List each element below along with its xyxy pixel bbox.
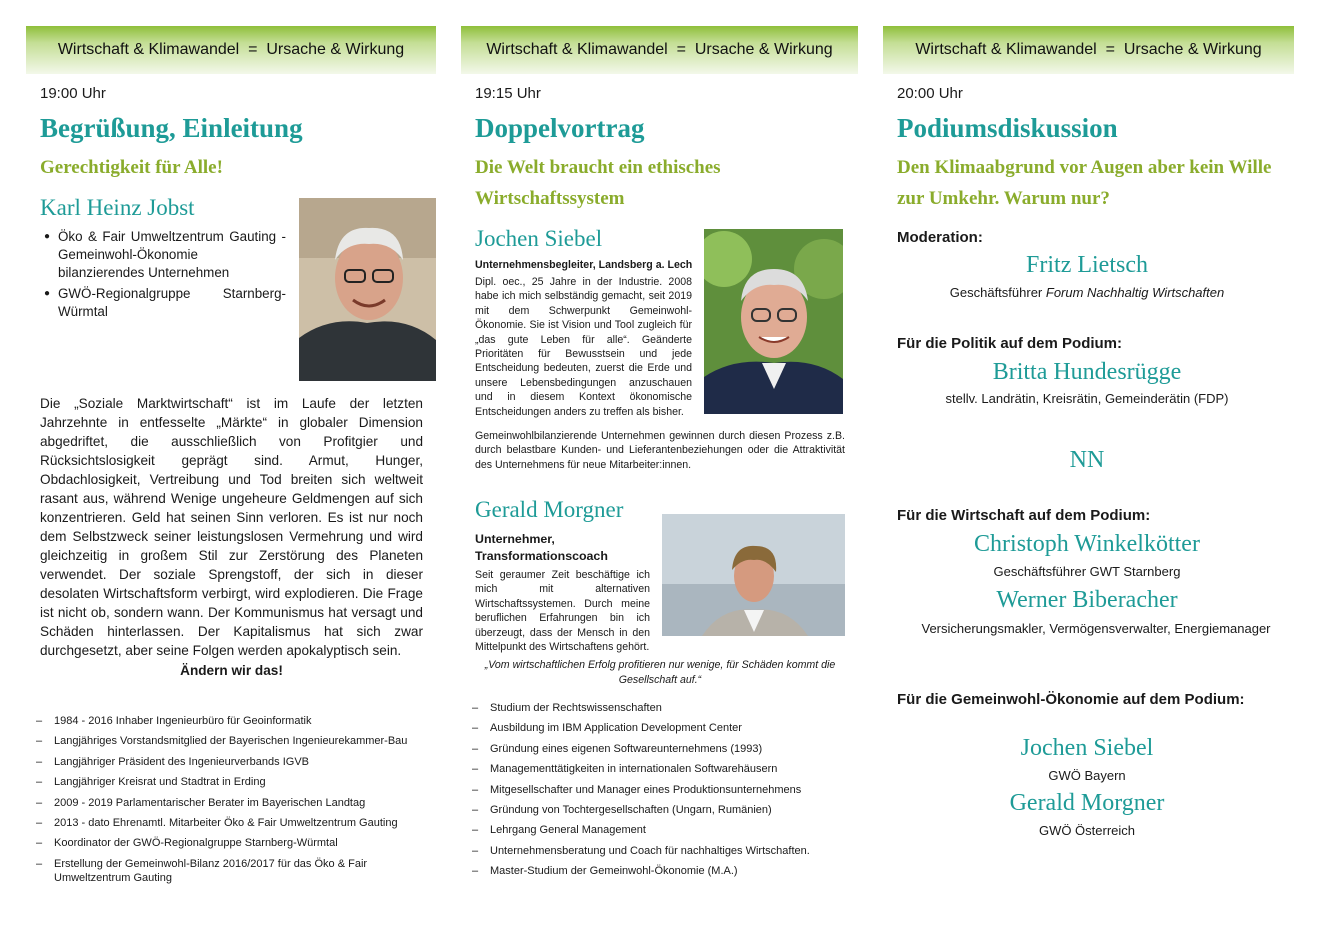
time-label: 19:00 Uhr [40,85,106,102]
cv-list [32,714,432,885]
cv-item: – Mitgesellschafter und Manager eines Produktionsunternehmens [468,783,848,803]
speaker-bio-continued: Gemeinwohlbilanzierende Unternehmen gewinnen durch diesen Prozess z.B. durch belastbare Kunden- und Lieferantenbeziehungen oder die Attraktivität des Unternehmens für neue Mitarbeiter:innen. [475,430,845,471]
cv-item: – Unternehmensberatung und Coach für nachhaltiges Wirtschaften. [468,844,848,864]
wirtschaft-role-1: Geschäftsführer GWT Starnberg [993,564,1181,579]
politik-role: stellv. Landrätin, Kreisrätin, Gemeinderätin (FDP) [945,391,1229,406]
politik-label: Für die Politik auf dem Podium: [897,335,1123,352]
cv-item: – Gründung von Tochtergesellschaften (Ungarn, Rumänien) [468,803,848,823]
speaker-name: Jochen Siebel [475,226,603,251]
section-title: Podiumsdiskussion [897,113,1118,143]
header-banner [26,26,436,74]
moderator-role-prefix: Geschäftsführer [949,285,1046,300]
speaker-affiliations [42,228,286,324]
cv-item: – Master-Studium der Gemeinwohl-Ökonomie (M.A.) [468,864,848,884]
gwoe-label: Für die Gemeinwohl-Ökonomie auf dem Podium: [897,691,1245,708]
section-subtitle: Gerechtigkeit für Alle! [40,157,223,178]
section-subtitle: Die Welt braucht ein ethisches Wirtschaftssystem [475,157,721,209]
cv-item: – Lehrgang General Management [468,823,848,843]
speaker-role: Unternehmensbegleiter, Landsberg a. Lech [475,259,693,271]
body-text: Die „Soziale Marktwirtschaft“ ist im Laufe der letzten Jahrzehnte in entfesselte „Märkte“ in globaler Dimension abgedriftet, die ausschließlich von Profitgier und Rücksichtslosigkeit geprägt sind. Armut, Hunger, Obdachlosigkeit, Vertreibung und Tod breiten sich weltweit rasant aus, während Wenige ungeheure Geldmengen auf sich konzentrieren. Geld hat seinen Sinn verloren. Es ist nur noch dem Selbstzweck seiner leistungslosen Vermehrung und wird gleichzeitig in großem Stil zur Zerstörung des Planeten verwendet. Der soziale Sprengstoff, der sich in dieser desolaten Wirtschaftsform verbirgt, wird explodieren. Die Frage ist nicht ob, sondern wann. Der Kommunismus hat versagt und Schäden hinterlassen. Der Kapitalismus hat sich zwar durchgesetzt, aber seine Folgen werden apokalyptisch sein. [40,396,423,658]
moderator-organisation: Forum Nachhaltig Wirtschaften [1045,285,1225,300]
gwoe-role-2: GWÖ Österreich [1038,823,1136,838]
closing-statement: Ändern wir das! [180,663,283,678]
speaker-photo [704,229,843,414]
wirtschaft-label: Für die Wirtschaft auf dem Podium: [897,507,1151,524]
moderator-name: Fritz Lietsch [1026,252,1148,278]
time-label: 20:00 Uhr [897,85,963,102]
banner-text: Wirtschaft & Klimawandel = Ursache & Wirkung [915,41,1262,58]
speaker-photo [662,514,845,636]
cv-item: – Koordinator der GWÖ-Regionalgruppe Starnberg-Würmtal [32,836,432,856]
list-item: ● Öko & Fair Umweltzentrum Gauting - Gemeinwohl-Ökonomie bilanzierendes Unternehmen [42,228,286,282]
list-item: ● GWÖ-Regionalgruppe Starnberg-Würmtal [42,285,286,321]
header-banner [461,26,858,74]
cv-item: – 2013 - dato Ehrenamtl. Mitarbeiter Öko & Fair Umweltzentrum Gauting [32,816,432,836]
speaker-name: Karl Heinz Jobst [40,195,195,220]
cv-item: – Erstellung der Gemeinwohl-Bilanz 2016/2017 für das Öko & Fair Umweltzentrum Gauting [32,857,432,885]
moderation-label: Moderation: [897,229,983,246]
cv-item: – Managementtätigkeiten in internationalen Softwarehäusern [468,762,848,782]
cv-item: – Gründung eines eigenen Softwareunternehmens (1993) [468,742,848,762]
cv-item: – Langjähriger Kreisrat und Stadtrat in Erding [32,775,432,795]
moderator-role [897,285,1277,300]
speaker-name: Gerald Morgner [475,497,624,522]
wirtschaft-name-1: Christoph Winkelkötter [974,531,1200,557]
banner-text: Wirtschaft & Klimawandel = Ursache & Wirkung [57,41,405,58]
quote: „Vom wirtschaftlichen Erfolg profitieren nur wenige, für Schäden kommt die Gesellschaft auf.“ [484,659,836,686]
banner-text: Wirtschaft & Klimawandel = Ursache & Wirkung [486,41,833,58]
gwoe-name-1: Jochen Siebel [1020,735,1154,761]
gwoe-name-2: Gerald Morgner [1009,790,1165,816]
cv-item: – Langjähriger Präsident des Ingenieurverbands IGVB [32,755,432,775]
cv-item: – Ausbildung im IBM Application Development Center [468,721,848,741]
cv-item: – 2009 - 2019 Parlamentarischer Berater im Bayerischen Landtag [32,796,432,816]
cv-list [468,701,848,885]
politik-name: Britta Hundesrügge [992,359,1182,385]
cv-item: – Studium der Rechtswissenschaften [468,701,848,721]
section-title: Begrüßung, Einleitung [40,113,303,143]
speaker-photo [299,198,436,381]
wirtschaft-role-2: Versicherungsmakler, Vermögensverwalter, Energiemanager [921,621,1271,636]
speaker-bio: Seit geraumer Zeit beschäftige ich mich mit alternativen Wirtschaftssystemen. Durch meine beruflichen Erfahrungen bin ich überzeugt, dass der Mensch in den Mittelpunkt des Wirtschaftens gehört. [475,569,650,654]
speaker-role: Unternehmer, Transformationscoach [475,532,608,563]
wirtschaft-name-2: Werner Biberacher [996,587,1178,613]
nn-placeholder: NN [1069,447,1105,473]
section-title: Doppelvortrag [475,113,645,143]
cv-item: – 1984 - 2016 Inhaber Ingenieurbüro für Geoinformatik [32,714,432,734]
section-subtitle: Den Klimaabgrund vor Augen aber kein Wille zur Umkehr. Warum nur? [897,157,1272,209]
speaker-bio: Dipl. oec., 25 Jahre in der Industrie. 2008 habe ich mich selbständig gemacht, seit 2019 mit dem Schwerpunkt Gemeinwohl-Ökonomie. Sie ist Vision und Tool zugleich für „das gute Leben für alle“. Geänderte Prioritäten für Bewusstsein und jede Entscheidung bedeuten, zuerst die Erde und unsere Lebensbedingungen anzuschauen und in diesem Kontext ökonomische Entscheidungen anders zu treffen als bisher. [475,276,692,418]
gwoe-role-1: GWÖ Bayern [1048,768,1126,783]
cv-item: – Langjähriges Vorstandsmitglied der Bayerischen Ingenieurekammer-Bau [32,734,432,754]
time-label: 19:15 Uhr [475,85,541,102]
header-banner [883,26,1294,74]
